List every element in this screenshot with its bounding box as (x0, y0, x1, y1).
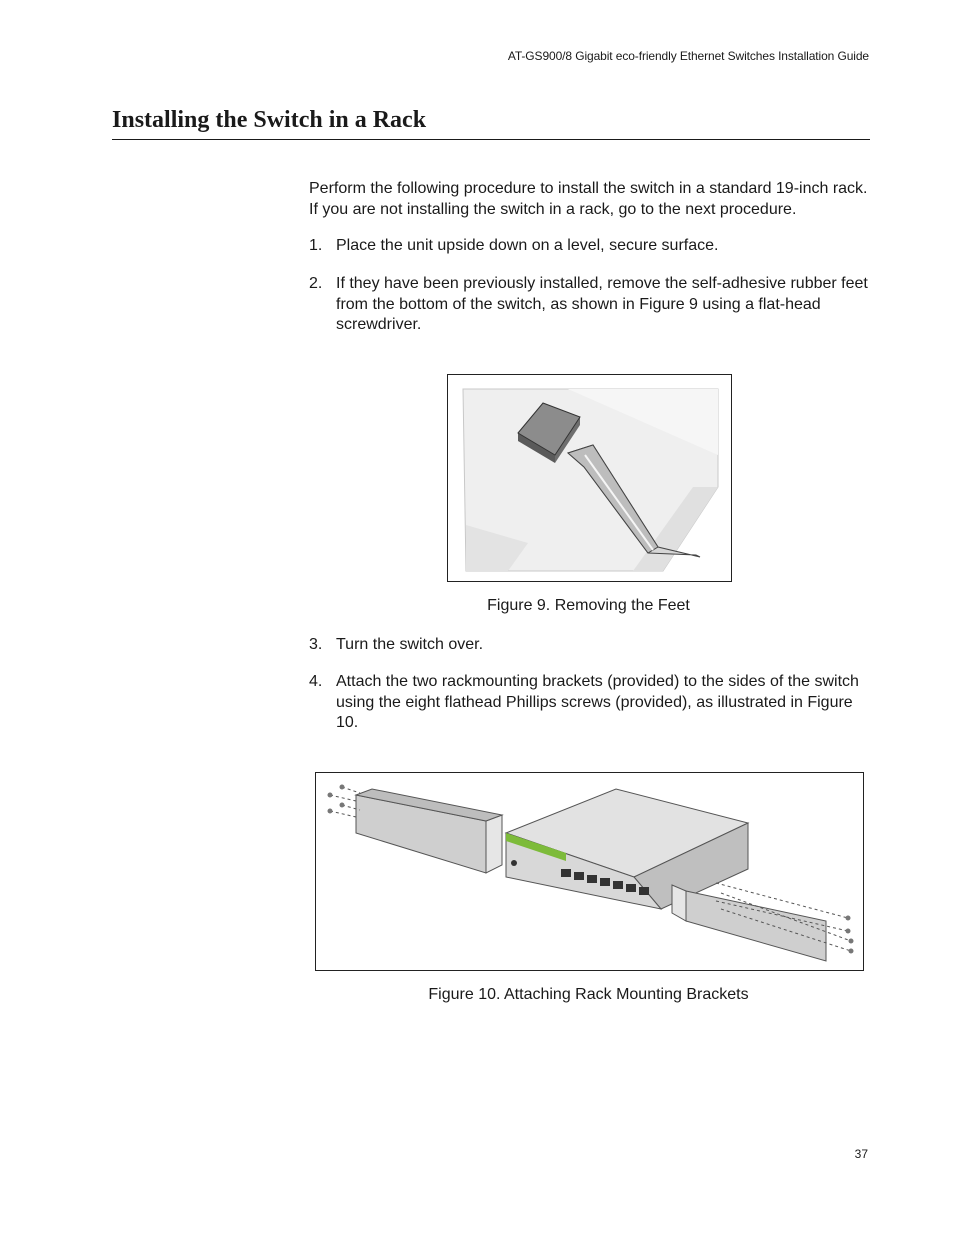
figure-rack-brackets (315, 772, 864, 971)
step-item (309, 672, 874, 734)
removing-feet-illustration (448, 375, 731, 581)
step-text: Place the unit upside down on a level, secure surface. (336, 237, 719, 254)
step-number: 2. (309, 275, 323, 292)
step-number: 1. (309, 237, 323, 254)
step-text: Turn the switch over. (336, 636, 484, 653)
section-title: Installing the Switch in a Rack (112, 107, 427, 133)
running-header: AT-GS900/8 Gigabit eco-friendly Ethernet Switches Installation Guide (507, 49, 869, 63)
page-number: 37 (854, 1147, 868, 1161)
step-text: If they have been previously installed, remove the self-adhesive rubber feet from the bottom of the switch, as shown in Figure 9 using a flat-head screwdriver. (336, 275, 868, 333)
rack-brackets-illustration (316, 773, 863, 970)
figure-removing-feet (447, 374, 732, 582)
step-item (309, 236, 874, 257)
step-item (309, 274, 874, 336)
figure-caption: Figure 10. Attaching Rack Mounting Brackets (428, 986, 749, 1003)
step-item (309, 635, 874, 656)
step-text: Attach the two rackmounting brackets (provided) to the sides of the switch using the eight flathead Phillips screws (provided), as illustrated in Figure 10. (336, 673, 859, 731)
title-divider (112, 139, 870, 140)
step-number: 4. (309, 673, 323, 690)
figure-caption: Figure 9. Removing the Feet (487, 597, 690, 614)
step-number: 3. (309, 636, 323, 653)
intro-paragraph: Perform the following procedure to install the switch in a standard 19-inch rack. If you are not installing the switch in a rack, go to the next procedure. (309, 180, 868, 218)
